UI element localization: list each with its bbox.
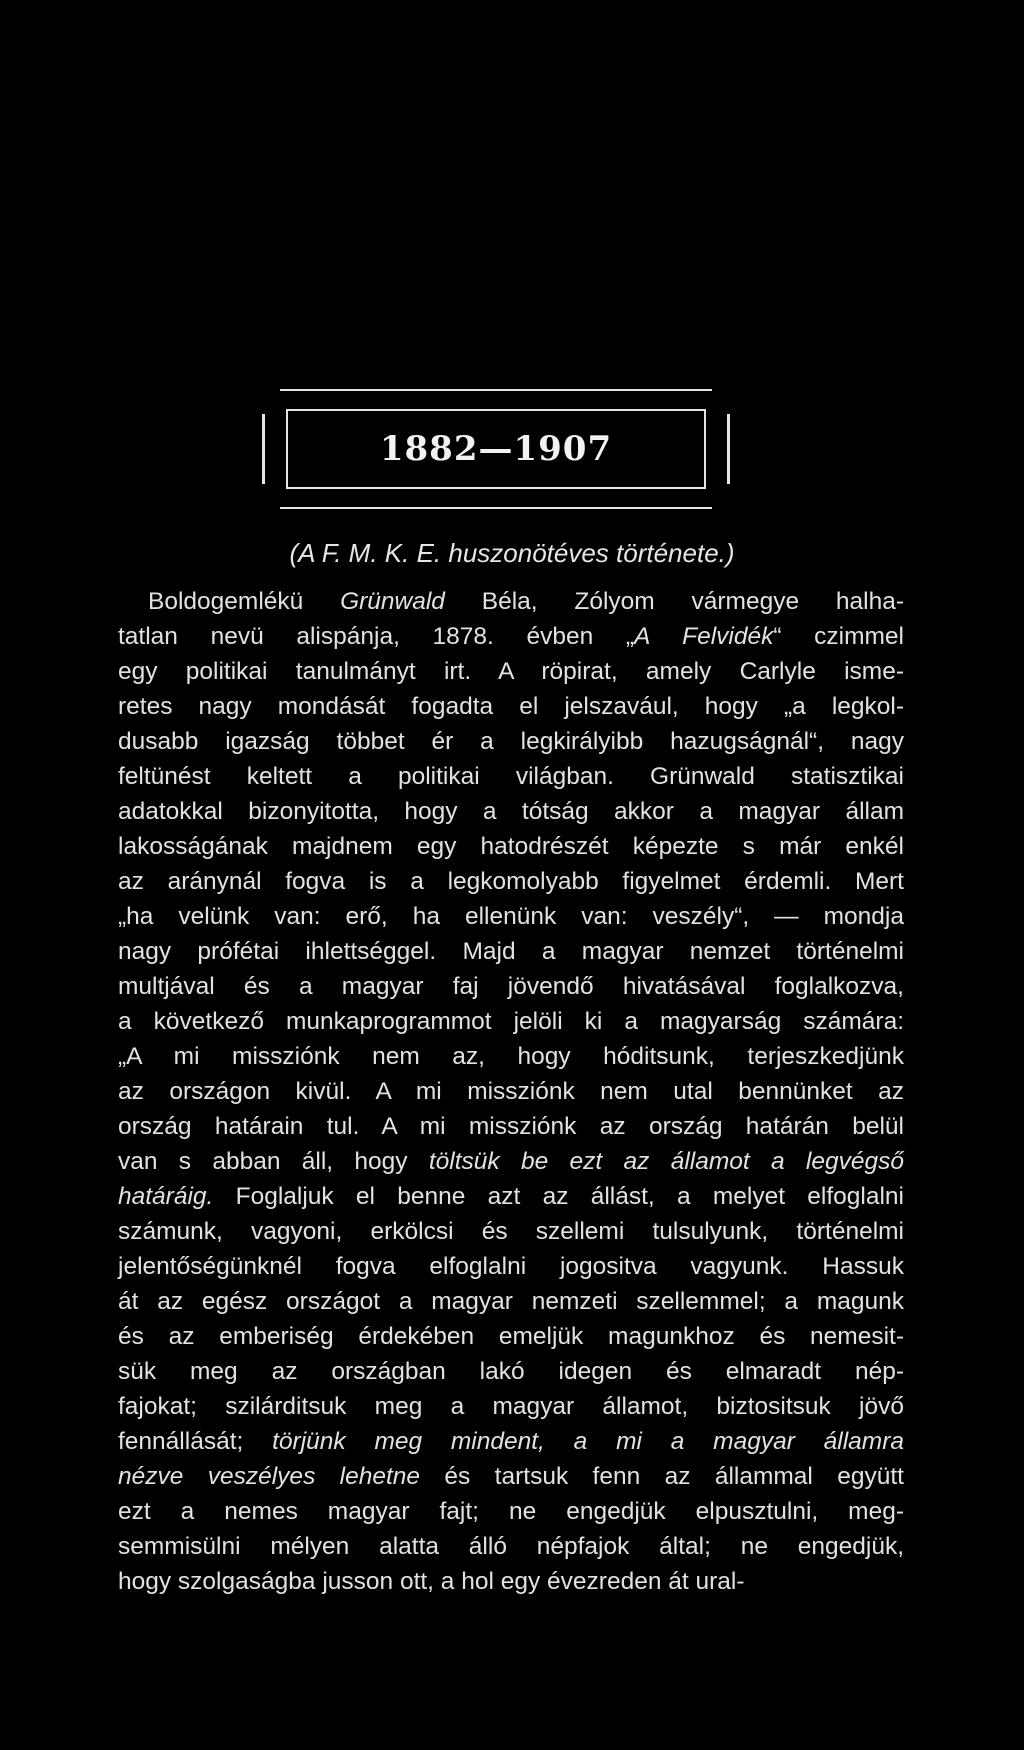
text-segment: retes nagy mondását fogadta el jelszavául, hogy „a legkol- (118, 693, 904, 720)
text-line (118, 1179, 904, 1214)
text-segment: Boldogemlékü (148, 588, 341, 615)
text-line (118, 1354, 904, 1389)
text-line (118, 1284, 904, 1319)
text-segment: és tartsuk fenn az állammal együtt (420, 1463, 904, 1490)
text-segment: Foglaljuk el benne azt az állást, a melyet elfoglalni (213, 1183, 904, 1210)
text-segment: “ czimmel (773, 623, 904, 650)
text-line (118, 584, 904, 619)
text-segment: feltünést keltett a politikai világban. Grünwald statisztikai (118, 763, 904, 790)
text-segment: és az emberiség érdekében emeljük magunkhoz és nemesit- (118, 1323, 904, 1350)
right-bar (727, 414, 730, 484)
text-line (118, 724, 904, 759)
body-paragraph (118, 584, 904, 1599)
text-segment: fennállását; (118, 1428, 273, 1455)
text-line (118, 1319, 904, 1354)
text-line (118, 759, 904, 794)
text-segment: jelentőségünknél fogva elfoglalni jogositva vagyunk. Hassuk (118, 1253, 904, 1280)
text-line (118, 1564, 904, 1599)
text-line (118, 1494, 904, 1529)
text-line (118, 1214, 904, 1249)
text-segment: hogy szolgaságba jusson ott, a hol egy évezreden át ural- (118, 1568, 745, 1595)
year-range: 1882—1907 (379, 429, 613, 469)
text-line (118, 934, 904, 969)
text-segment: dusabb igazság többet ér a legkirályibb hazugságnál“, nagy (118, 728, 904, 755)
text-segment: az országon kivül. A mi missziónk nem utal bennünket az (118, 1078, 904, 1105)
text-segment: multjával és a magyar faj jövendő hivatásával foglalkozva, (118, 973, 904, 1000)
text-segment: ország határain tul. A mi missziónk az ország határán belül (118, 1113, 904, 1140)
text-line (118, 1529, 904, 1564)
text-line (118, 654, 904, 689)
text-segment: az aránynál fogva is a legkomolyabb figyelmet érdemli. Mert (118, 868, 904, 895)
text-line (118, 1249, 904, 1284)
text-segment: át az egész országot a magyar nemzeti szellemmel; a magunk (118, 1288, 904, 1315)
italic-segment: A Felvidék (634, 623, 774, 650)
text-segment: egy politikai tanulmányt irt. A röpirat, amely Carlyle isme- (118, 658, 904, 685)
text-segment: adatokkal bizonyitotta, hogy a tótság akkor a magyar állam (118, 798, 904, 825)
text-segment: van s abban áll, hogy (118, 1148, 429, 1175)
header-frame (262, 389, 730, 509)
italic-segment: töltsük be ezt az államot a legvégső (428, 1148, 904, 1175)
text-segment: ezt a nemes magyar fajt; ne engedjük elpusztulni, meg- (118, 1498, 904, 1525)
text-segment: fajokat; szilárditsuk meg a magyar államot, biztositsuk jövő (118, 1393, 904, 1420)
bottom-rule (280, 507, 712, 509)
text-line (118, 1459, 904, 1494)
text-line (118, 1004, 904, 1039)
text-segment: számunk, vagyoni, erkölcsi és szellemi tulsulyunk, történelmi (118, 1218, 904, 1245)
text-line (118, 864, 904, 899)
italic-segment: törjünk meg mindent, a mi a magyar államra (272, 1428, 904, 1455)
text-line (118, 619, 904, 654)
text-segment: lakosságának majdnem egy hatodrészét képezte s már enkél (118, 833, 904, 860)
left-bar (262, 414, 265, 484)
text-line (118, 969, 904, 1004)
text-line (118, 794, 904, 829)
italic-segment: Grünwald (340, 588, 445, 615)
text-segment: „ha velünk van: erő, ha ellenünk van: veszély“, — mondja (118, 903, 904, 930)
text-line (118, 1109, 904, 1144)
chapter-subtitle: (A F. M. K. E. huszonötéves története.) (289, 538, 735, 568)
text-line (118, 1389, 904, 1424)
text-line (118, 899, 904, 934)
text-line (118, 829, 904, 864)
text-segment: a következő munkaprogrammot jelöli ki a magyarság számára: (118, 1008, 904, 1035)
text-segment: Béla, Zólyom vármegye halha- (444, 588, 904, 615)
text-segment: nagy prófétai ihlettséggel. Majd a magyar nemzet történelmi (118, 938, 904, 965)
text-segment: „A mi missziónk nem az, hogy hóditsunk, terjeszkedjünk (118, 1043, 904, 1070)
text-line (118, 1144, 904, 1179)
text-segment: tatlan nevü alispánja, 1878. évben „ (118, 623, 635, 650)
italic-segment: határáig. (118, 1183, 214, 1210)
text-line (118, 689, 904, 724)
text-line (118, 1039, 904, 1074)
text-line (118, 1424, 904, 1459)
text-line (118, 1074, 904, 1109)
text-segment: semmisülni mélyen alatta álló népfajok által; ne engedjük, (118, 1533, 904, 1560)
top-rule (280, 389, 712, 391)
italic-segment: nézve veszélyes lehetne (118, 1463, 421, 1490)
year-box (286, 409, 706, 489)
text-segment: sük meg az országban lakó idegen és elmaradt nép- (118, 1358, 904, 1385)
